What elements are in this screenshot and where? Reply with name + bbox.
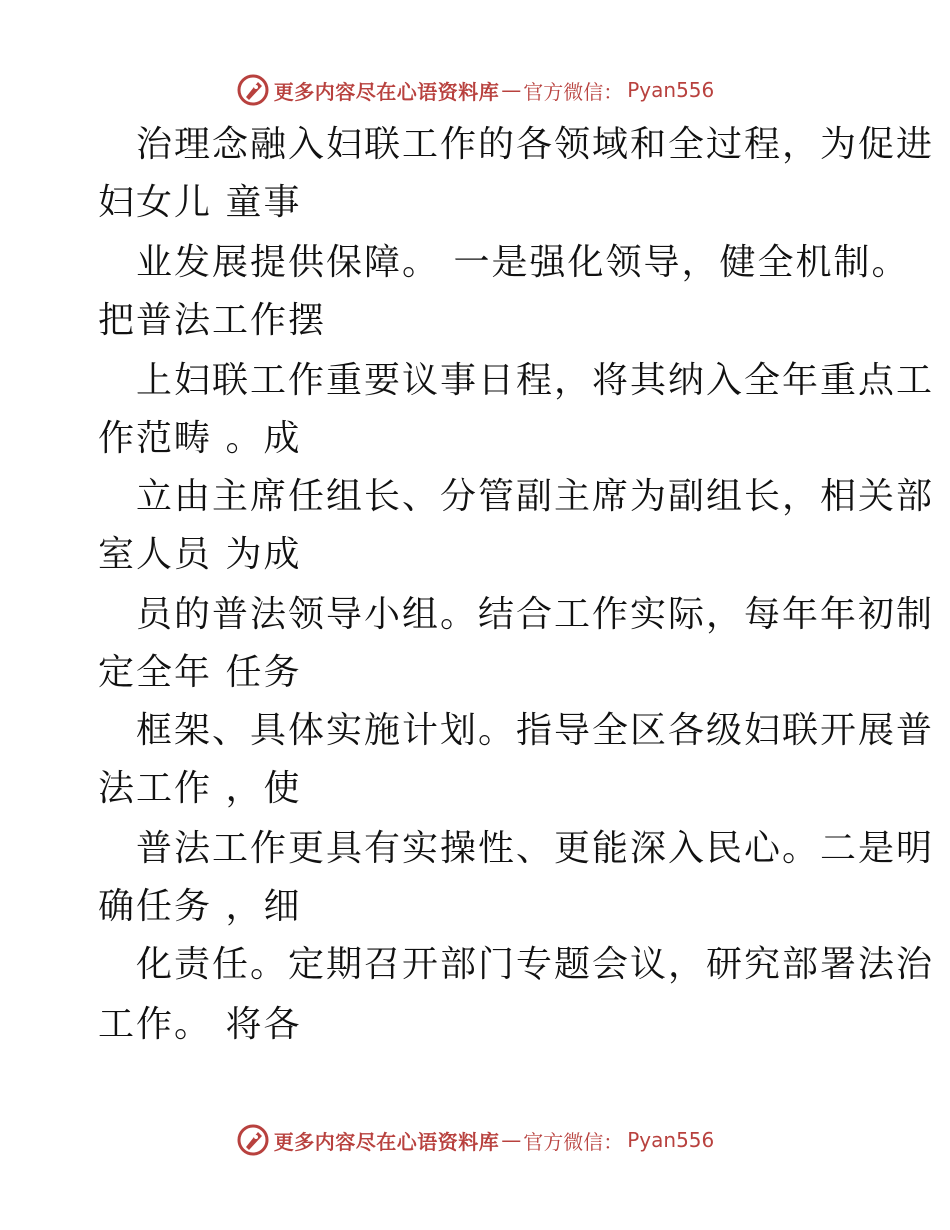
banner-wechat-id: Pyan556 — [627, 78, 715, 102]
banner-wechat-label: 官方微信： — [523, 1129, 624, 1154]
banner-dash: — — [501, 1128, 522, 1152]
text-line: 立由主席任组长、分管副主席为副组长，相关部 — [136, 476, 935, 517]
text-line: 普法工作更具有实操性、更能深入民心。二是明 — [136, 828, 935, 869]
text-line: 框架、具体实施计划。指导全区各级妇联开展普 — [136, 710, 935, 751]
text-line: 法工作 ，使 — [98, 768, 302, 809]
header-banner — [0, 68, 950, 112]
text-line: 员的普法领导小组。结合工作实际，每年年初制 — [136, 594, 935, 635]
footer-banner — [0, 1118, 950, 1162]
text-line: 治理念融入妇联工作的各领域和全过程，为促进 — [136, 124, 935, 165]
banner-wechat-label: 官方微信： — [523, 79, 624, 104]
text-line: 上妇联工作重要议事日程，将其纳入全年重点工 — [136, 360, 935, 401]
pen-nib-logo-icon — [236, 73, 270, 107]
text-line: 工作。 将各 — [98, 1004, 302, 1045]
banner-title: 更多内容尽在心语资料库 — [273, 1129, 500, 1154]
banner-wechat-id: Pyan556 — [627, 1128, 715, 1152]
banner-title: 更多内容尽在心语资料库 — [273, 79, 500, 104]
pen-nib-logo-icon — [236, 1123, 270, 1157]
text-line: 定全年 任务 — [98, 652, 302, 693]
text-line: 作范畴 。成 — [98, 418, 302, 459]
banner-dash: — — [501, 78, 522, 102]
text-line: 业发展提供保障。 一是强化领导，健全机制。 — [136, 242, 910, 283]
text-line: 室人员 为成 — [98, 534, 302, 575]
text-line: 确任务 ，细 — [98, 886, 302, 927]
text-line: 把普法工作摆 — [98, 300, 327, 341]
text-line: 妇女儿 童事 — [98, 182, 302, 223]
text-line: 化责任。定期召开部门专题会议，研究部署法治 — [136, 944, 935, 985]
